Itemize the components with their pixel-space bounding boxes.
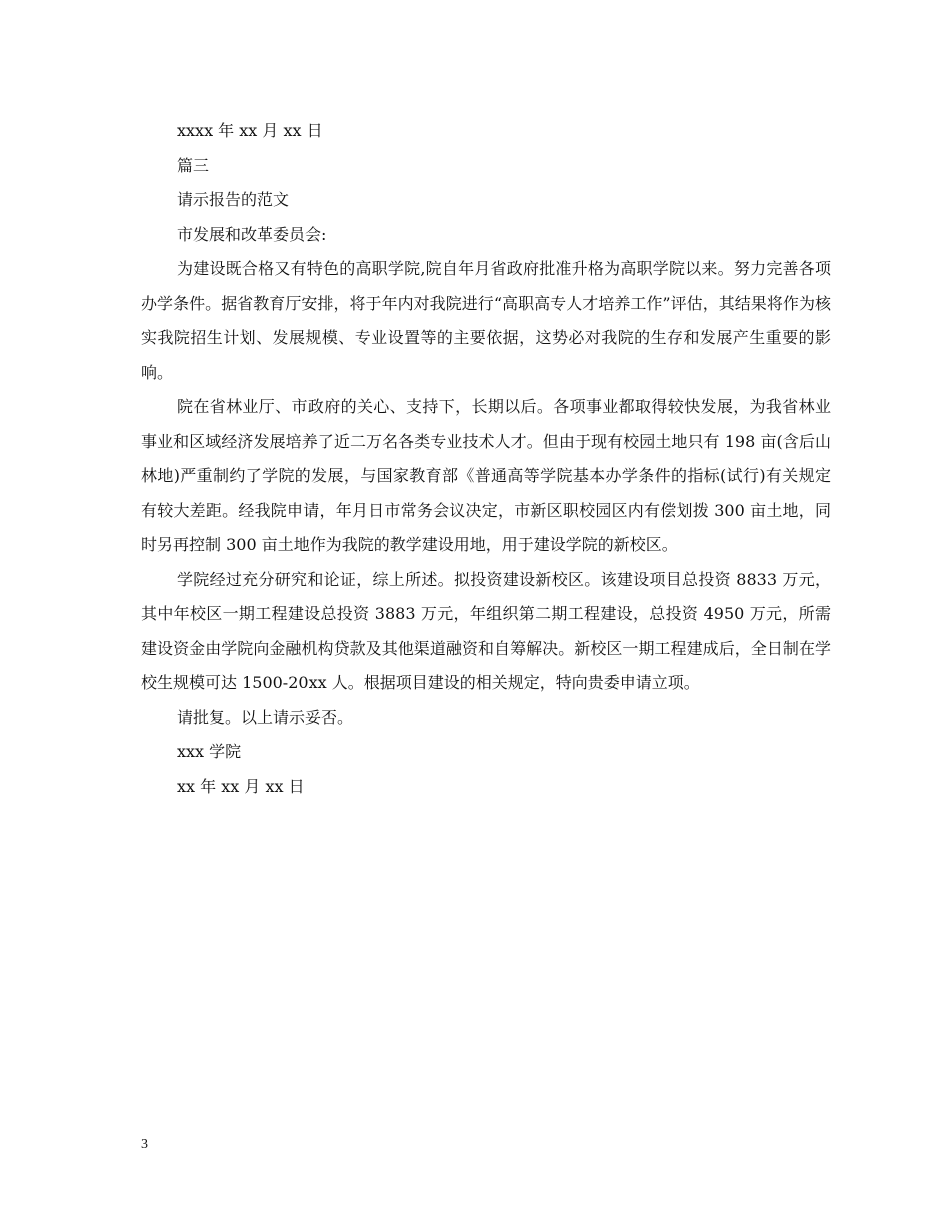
header-date: xxxx 年 xx 月 xx 日 <box>177 121 323 140</box>
paragraph-1: 为建设既合格又有特色的高职学院,院自年月省政府批准升格为高职学院以来。努力完善各项办学条件。据省教育厅安排，将于年内对我院进行“高职高专人才培养工作”评估，其结果将作为核实我院招生计划、发展规模、专业设置等的主要依据，这势必对我院的生存和发展产生重要的影响。 <box>141 259 831 382</box>
page-number: 3 <box>141 1137 148 1152</box>
signature-date: xx 年 xx 月 xx 日 <box>177 776 305 796</box>
recipient: 市发展和改革委员会: <box>177 224 327 244</box>
document-title: 请示报告的范文 <box>177 190 290 209</box>
document-body <box>141 114 831 804</box>
closing-line: 请批复。以上请示妥否。 <box>177 707 354 727</box>
paragraph-3: 学院经过充分研究和论证，综上所述。拟投资建设新校区。该建设项目总投资 8833 万元，其中年校区一期工程建设总投资 3883 万元，年组织第二期工程建设，总投资 4950 万元，所需建设资金由学院向金融机构贷款及其他渠道融资和自筹解决。新校区一期工程建成后，全日制在学校生规模可达 1500-20xx 人。根据项目建设的相关规定，特向贵委申请立项。 <box>141 569 831 692</box>
signature: xxx 学院 <box>177 742 242 761</box>
section-title: 篇三 <box>177 155 210 175</box>
paragraph-2: 院在省林业厅、市政府的关心、支持下，长期以后。各项事业都取得较快发展，为我省林业事业和区域经济发展培养了近二万名各类专业技术人才。但由于现有校园土地只有 198 亩(含后山林地)严重制约了学院的发展，与国家教育部《普通高等学院基本办学条件的指标(试行)有关规定有较大差距。经我院申请，年月日市常务会议决定，市新区职校园区内有偿划拨 300 亩土地，同时另再控制 300 亩土地作为我院的教学建设用地，用于建设学院的新校区。 <box>141 397 831 554</box>
